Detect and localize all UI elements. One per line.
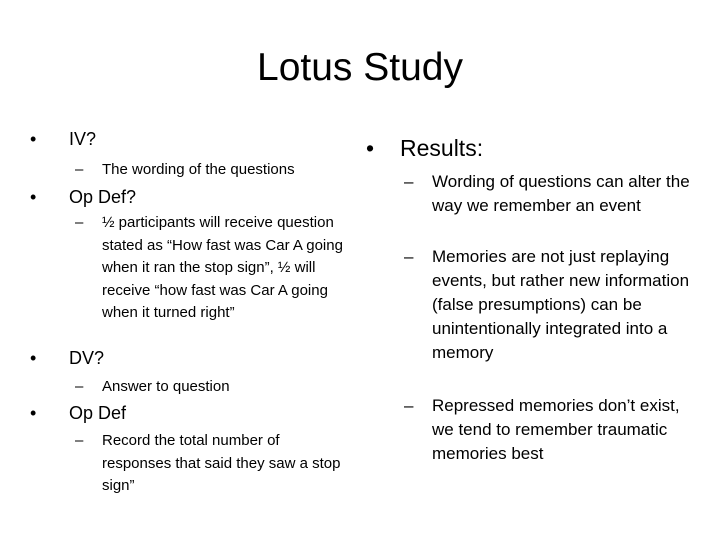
- dash-glyph: –: [75, 161, 84, 178]
- result-text-1: Wording of questions can alter the way we remember an event: [432, 172, 690, 215]
- slide-title: Lotus Study: [257, 46, 463, 89]
- dash-glyph: –: [404, 396, 414, 415]
- result-text-3: Repressed memories don’t exist, we tend to remember traumatic memories best: [432, 396, 680, 463]
- bullet-glyph: •: [366, 135, 375, 161]
- opdef-detail: ½ participants will receive question stated as “How fast was Car A going when it ran the stop sign”, ½ will receive “how fast was Car A going when it turned right”: [102, 214, 343, 321]
- dv-detail: Answer to question: [102, 378, 230, 395]
- dash-glyph: –: [404, 247, 414, 266]
- dv-label: DV?: [69, 348, 105, 368]
- bullet-glyph: •: [30, 348, 37, 368]
- dash-glyph: –: [404, 172, 414, 191]
- bullet-glyph: •: [30, 187, 37, 207]
- bullet-glyph: •: [30, 403, 37, 423]
- opdef2-detail: Record the total number of responses that said they saw a stop sign”: [102, 432, 341, 494]
- iv-label: IV?: [69, 129, 97, 149]
- iv-detail: The wording of the questions: [102, 161, 295, 178]
- dash-glyph: –: [75, 432, 84, 449]
- results-label: Results:: [400, 135, 484, 161]
- bullet-glyph: •: [30, 129, 37, 149]
- opdef2-label: Op Def: [69, 403, 127, 423]
- opdef-label: Op Def?: [69, 187, 137, 207]
- dash-glyph: –: [75, 214, 84, 231]
- result-text-2: Memories are not just replaying events, but rather new information (false presumptions) can be unintentionally integrated into a memory: [432, 247, 690, 362]
- dash-glyph: –: [75, 378, 84, 395]
